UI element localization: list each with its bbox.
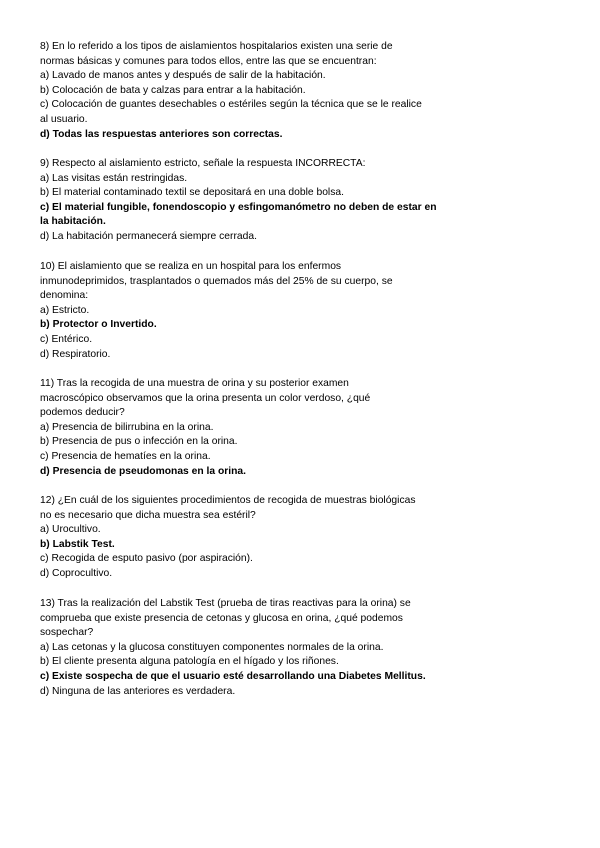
- answer-option-text: a) Las cetonas y la glucosa constituyen componentes normales de la orina.: [40, 641, 384, 653]
- answer-option-text: b) Colocación de bata y calzas para entrar a la habitación.: [40, 84, 306, 96]
- correct-answer-option: [40, 128, 560, 143]
- question-stem-line: podemos deducir?: [40, 407, 125, 419]
- question-stem-line: 9) Respecto al aislamiento estricto, señale la respuesta INCORRECTA:: [40, 158, 366, 169]
- answer-option: [40, 435, 560, 450]
- answer-option: [40, 69, 560, 84]
- question-9: [40, 157, 560, 245]
- correct-answer-option: [40, 201, 560, 230]
- answer-option-text: b) El cliente presenta alguna patología en el hígado y los riñones.: [40, 656, 339, 668]
- answer-option: [40, 450, 560, 465]
- question-stem-line: inmunodeprimidos, trasplantados o quemados más del 25% de su cuerpo, se: [40, 275, 393, 287]
- answer-option-text: a) Estricto.: [40, 304, 90, 316]
- answer-option-text: la habitación.: [40, 216, 106, 228]
- question-13: [40, 597, 560, 699]
- answer-option-text: c) Recogida de esputo pasivo (por aspiración).: [40, 553, 253, 565]
- correct-answer-option: [40, 670, 560, 685]
- question-8: [40, 40, 560, 142]
- correct-answer-option: [40, 465, 560, 480]
- question-stem-line: comprueba que existe presencia de cetonas y glucosa en orina, ¿qué podemos: [40, 612, 403, 624]
- question-stem-line: 8) En lo referido a los tipos de aislamientos hospitalarios existen una serie de: [40, 41, 393, 52]
- answer-option-text: d) Todas las respuestas anteriores son correctas.: [40, 128, 283, 140]
- answer-option: [40, 348, 560, 363]
- answer-option-text: al usuario.: [40, 113, 88, 125]
- answer-option: [40, 186, 560, 201]
- answer-option: [40, 172, 560, 187]
- question-stem-line: 13) Tras la realización del Labstik Test (prueba de tiras reactivas para la orina) se: [40, 598, 411, 609]
- answer-option: [40, 641, 560, 656]
- correct-answer-option: [40, 318, 560, 333]
- answer-option: [40, 304, 560, 319]
- question-11: [40, 377, 560, 479]
- answer-option-text: c) El material fungible, fonendoscopio y esfingomanómetro no deben de estar en: [40, 201, 437, 213]
- question-stem-line: no es necesario que dicha muestra sea estéril?: [40, 509, 256, 521]
- answer-option-text: d) Ninguna de las anteriores es verdadera.: [40, 685, 236, 697]
- answer-option: [40, 552, 560, 567]
- answer-option-text: a) Presencia de bilirrubina en la orina.: [40, 421, 214, 433]
- question-stem-line: 12) ¿En cuál de los siguientes procedimientos de recogida de muestras biológicas: [40, 495, 416, 506]
- answer-option: [40, 567, 560, 582]
- answer-option-text: d) Coprocultivo.: [40, 567, 113, 579]
- question-12: [40, 494, 560, 582]
- answer-option-text: a) Lavado de manos antes y después de salir de la habitación.: [40, 70, 326, 82]
- answer-option-text: a) Urocultivo.: [40, 524, 101, 536]
- answer-option: [40, 655, 560, 670]
- answer-option: [40, 421, 560, 436]
- answer-option-text: a) Las visitas están restringidas.: [40, 172, 188, 184]
- answer-option-text: c) Existe sospecha de que el usuario esté desarrollando una Diabetes Mellitus.: [40, 670, 426, 682]
- answer-option-text: b) El material contaminado textil se depositará en una doble bolsa.: [40, 187, 344, 199]
- answer-option-text: c) Entérico.: [40, 333, 93, 345]
- answer-option-text: c) Presencia de hematíes en la orina.: [40, 450, 211, 462]
- answer-option-text: b) Labstik Test.: [40, 538, 115, 550]
- answer-option: [40, 98, 560, 127]
- answer-option-text: b) Presencia de pus o infección en la orina.: [40, 436, 238, 448]
- answer-option-text: d) Presencia de pseudomonas en la orina.: [40, 465, 246, 477]
- question-stem-line: macroscópico observamos que la orina presenta un color verdoso, ¿qué: [40, 392, 371, 404]
- question-stem-line: denomina:: [40, 290, 89, 302]
- answer-option: [40, 230, 560, 245]
- answer-option-text: c) Colocación de guantes desechables o estériles según la técnica que se le realice: [40, 99, 422, 111]
- answer-option: [40, 523, 560, 538]
- question-10: [40, 260, 560, 362]
- question-stem-line: 11) Tras la recogida de una muestra de orina y su posterior examen: [40, 378, 349, 389]
- answer-option-text: d) La habitación permanecerá siempre cerrada.: [40, 230, 257, 242]
- answer-option: [40, 84, 560, 99]
- answer-option: [40, 333, 560, 348]
- correct-answer-option: [40, 538, 560, 553]
- answer-option-text: b) Protector o Invertido.: [40, 319, 157, 331]
- question-stem-line: 10) El aislamiento que se realiza en un hospital para los enfermos: [40, 261, 342, 272]
- answer-option: [40, 685, 560, 700]
- answer-option-text: d) Respiratorio.: [40, 348, 111, 360]
- question-stem-line: normas básicas y comunes para todos ellos, entre las que se encuentran:: [40, 55, 377, 67]
- question-stem-line: sospechar?: [40, 627, 94, 639]
